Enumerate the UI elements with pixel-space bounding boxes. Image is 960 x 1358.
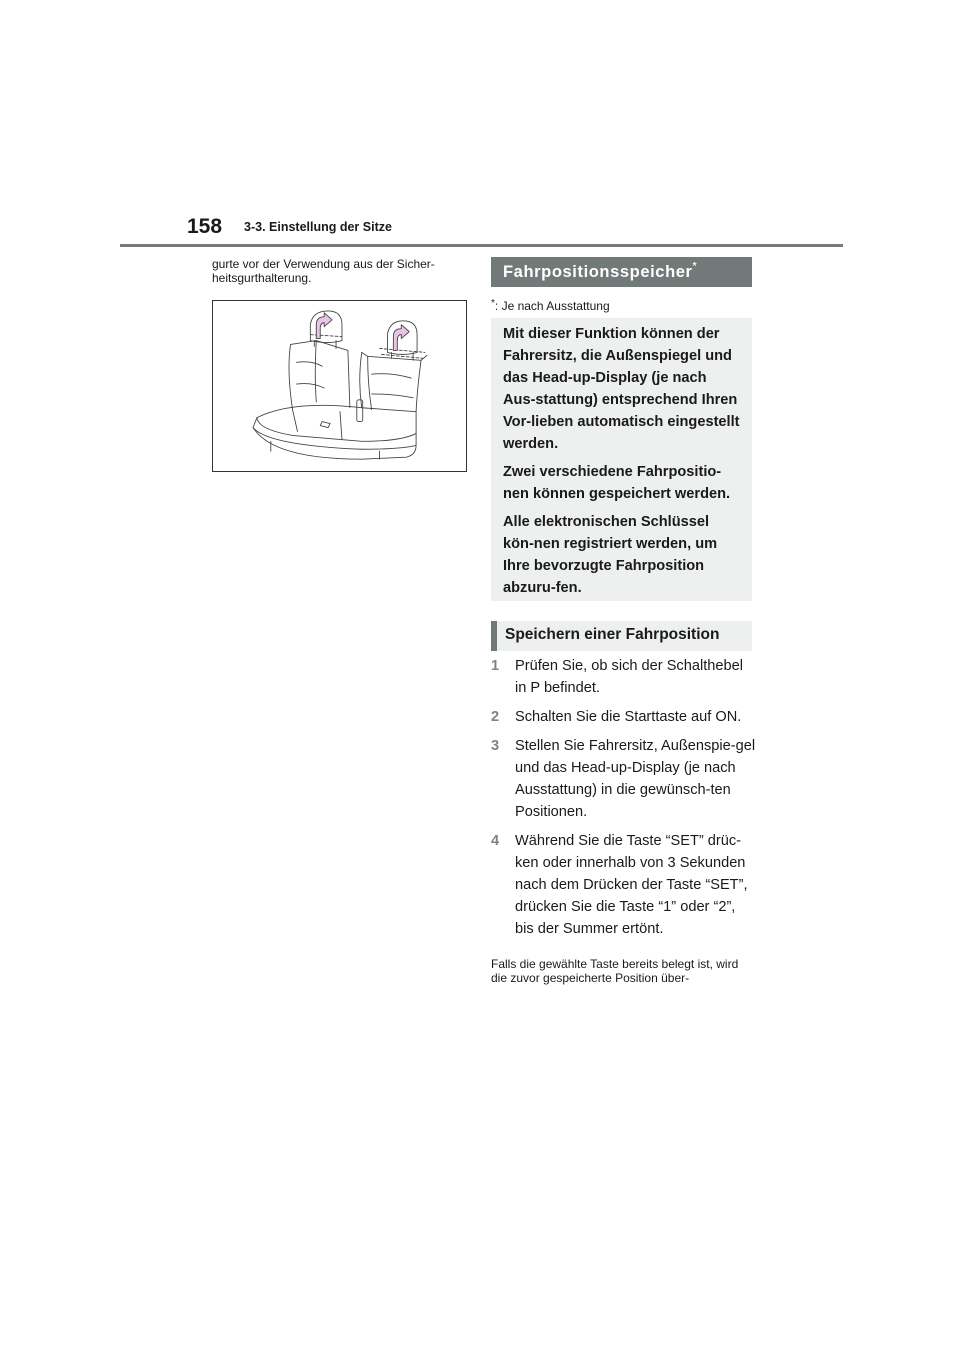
rear-seat-headrest-illustration — [213, 301, 466, 471]
info-paragraph: Mit dieser Funktion können der Fahrersitz, die Außenspiegel und das Head-up-Display (je nach Aus-stattung) entsprechend Ihren Vor-lieben automatisch eingestellt werden. — [503, 326, 740, 452]
header-rule — [120, 244, 843, 247]
section-heading-mark: * — [692, 261, 698, 272]
footnote — [491, 299, 610, 313]
step-number: 2 — [491, 709, 500, 725]
step-item — [491, 655, 756, 699]
continuation-text: gurte vor der Verwendung aus der Sicher-heitsgurthalterung. — [212, 257, 435, 285]
page-number: 158 — [187, 215, 223, 238]
step-item — [491, 735, 756, 823]
steps-list — [491, 655, 756, 947]
info-paragraph: Alle elektronischen Schlüssel kön-nen registriert werden, um Ihre bevorzugte Fahrposition abzuru-fen. — [503, 514, 718, 596]
step-text: Prüfen Sie, ob sich der Schalthebel in P befindet. — [515, 658, 743, 696]
step-text: Schalten Sie die Starttaste auf ON. — [515, 709, 742, 725]
subsection-heading-save-position: Speichern einer Fahrposition — [491, 621, 752, 651]
note-text: Falls die gewählte Taste bereits belegt ist, wird die zuvor gespeicherte Position über- — [491, 957, 739, 985]
step-text: Stellen Sie Fahrersitz, Außenspie-gel und das Head-up-Display (je nach Ausstattung) in die gewünsch-ten Positionen. — [515, 738, 756, 820]
rear-seat-figure — [212, 300, 467, 472]
step-number: 1 — [491, 658, 500, 674]
footnote-mark: * — [491, 298, 495, 309]
step-number: 3 — [491, 738, 500, 754]
chapter-title: 3-3. Einstellung der Sitze — [244, 220, 392, 234]
info-box — [491, 318, 752, 601]
step-item — [491, 706, 756, 728]
step-text: Während Sie die Taste “SET” drüc-ken oder innerhalb von 3 Sekunden nach dem Drücken der Taste “SET”, drücken Sie die Taste “1” oder “2”, bis der Summer ertönt. — [515, 833, 748, 937]
step-number: 4 — [491, 833, 500, 849]
info-paragraph: Zwei verschiedene Fahrpositio-nen können gespeichert werden. — [503, 464, 731, 502]
section-heading-text: Fahrpositionsspeicher — [503, 263, 693, 281]
section-heading-driving-position-memory — [491, 257, 752, 287]
footnote-text: : Je nach Ausstattung — [494, 299, 610, 313]
step-item — [491, 830, 756, 940]
